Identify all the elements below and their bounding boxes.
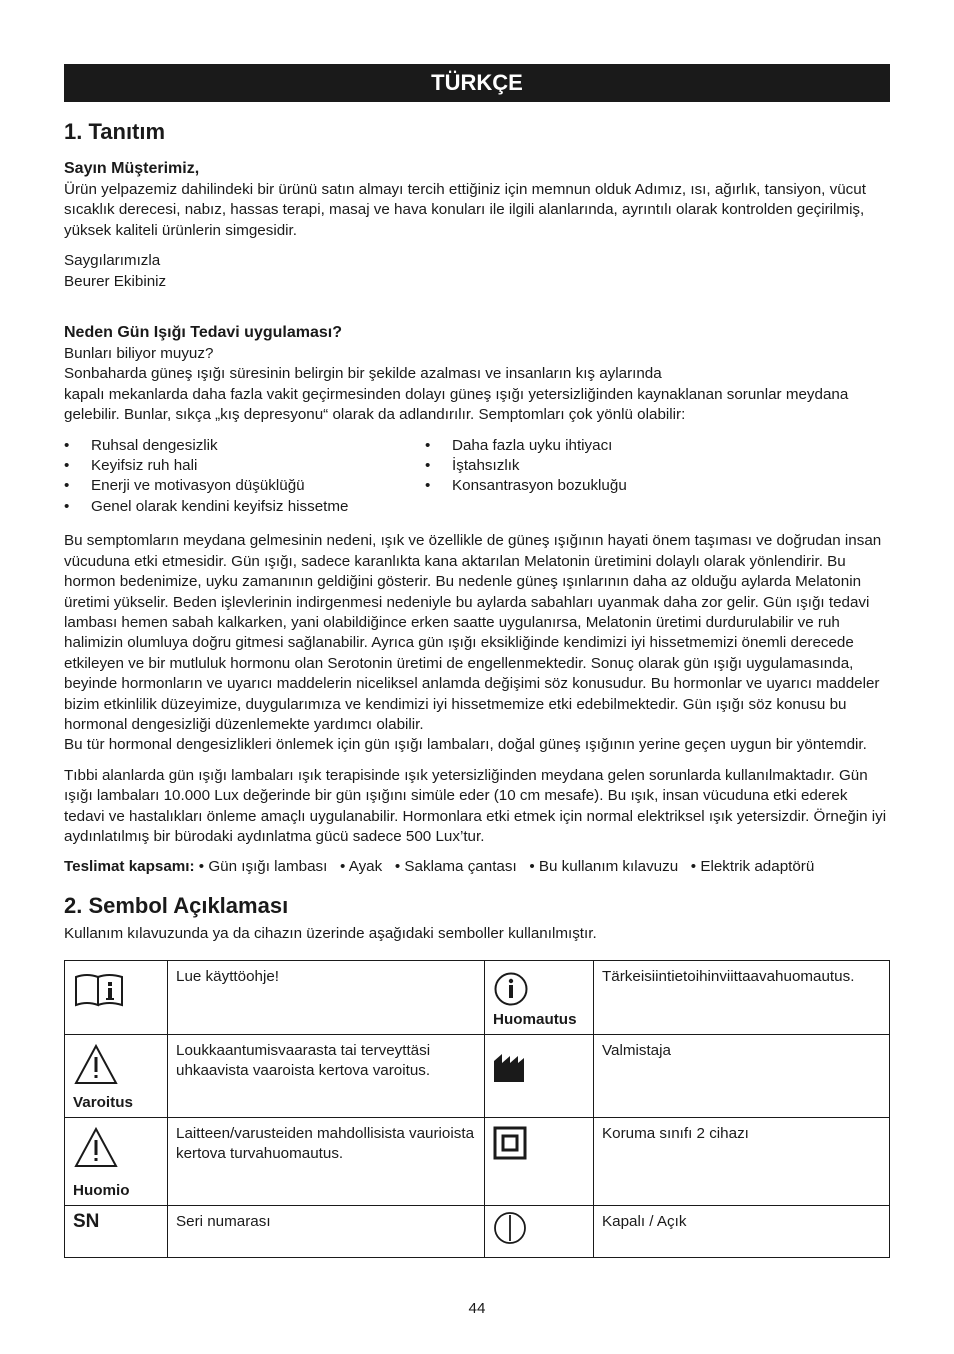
table-row — [65, 961, 890, 1035]
symptom-list-left — [64, 436, 425, 518]
serial-number-symbol: SN — [73, 1211, 100, 1233]
language-banner: TÜRKÇE — [64, 64, 890, 102]
list-item: • Keyifsiz ruh hali — [64, 456, 425, 476]
symbol-label: Huomautus — [493, 1011, 577, 1029]
symbol-label: Huomio — [73, 1182, 130, 1200]
symbol-cell — [485, 1206, 594, 1258]
intro-paragraph: Ürün yelpazemiz dahilindeki bir ürünü satın almayı tercih ettiğiniz için memnun olduk Adımız, ısı, ağırlık, tansiyon, vücut sıcaklık derecesi, nabız, hassas terapi, masaj ve hava konuları ile ilgili alanlarında, ayrıntılı olarak kontrolden geçirilmiş, yüksek kaliteli ürünlerin simgesidir. — [64, 181, 866, 239]
symbol-cell — [65, 1035, 168, 1118]
symbol-cell — [65, 1118, 168, 1206]
section-2-title: 2. Sembol Açıklaması — [64, 892, 289, 918]
symbol-cell — [485, 961, 594, 1035]
delivery-items: • Gün ışığı lambası • Ayak • Saklama çantası • Bu kullanım kılavuzu • Elektrik adaptörü — [198, 858, 815, 876]
symbol-description: Koruma sınıfı 2 cihazı — [594, 1118, 890, 1206]
list-item: • Konsantrasyon bozukluğu — [425, 476, 890, 496]
symbol-description: Loukkaantumisvaarasta tai terveyttäsi uhkaavista vaaroista kertova varoitus. — [168, 1035, 485, 1118]
regards-line: Saygılarımızla — [64, 252, 161, 270]
page-number: 44 — [468, 1300, 486, 1317]
symbol-table — [64, 960, 890, 1258]
lamp-method-paragraph: Bu tür hormonal dengesizlikleri önlemek için gün ışığı lambaları, doğal güneş ışığının yerine geçen uygun bir yöntemdir. — [64, 736, 867, 754]
symbol-description: Laitteen/varusteiden mahdollisista vaurioista kertova turvahuomautus. — [168, 1118, 485, 1206]
greeting-heading: Sayın Müşterimiz, — [64, 160, 200, 177]
manual-book-icon — [73, 971, 125, 1009]
list-item: • Enerji ve motivasyon düşüklüğü — [64, 476, 425, 496]
symbol-description: Seri numarası — [168, 1206, 485, 1258]
symptom-list — [64, 436, 890, 518]
symbol-description: Lue käyttöohje! — [168, 961, 485, 1035]
manufacturer-factory-icon — [493, 1051, 525, 1083]
symbol-cell — [485, 1118, 594, 1206]
list-item: • İştahsızlık — [425, 456, 890, 476]
info-circle-icon — [493, 971, 529, 1007]
document-page — [64, 64, 890, 1317]
warning-triangle-icon — [73, 1126, 119, 1170]
why-paragraph: Bunları biliyor muyuz? Sonbaharda güneş ışığı süresinin belirgin bir şekilde azalması ve insanların kış aylarında kapalı mekanlarda daha fazla vakit geçirmesinden dolayı güneş ışığı yetersizliğinden kaynaklanan sorunlar meydana gelebilir. Bunlar, sıkça „kış depresyonu“ olarak da adlandırılır. Semptomları çok yönlü olabilir: — [64, 345, 849, 424]
explanation-paragraph: Bu semptomların meydana gelmesinin nedeni, ışık ve özellikle de güneş ışığının hayati önem taşıması ve doğrudan insan vücuduna etki etmesidir. Gün ışığı, sadece karanlıkta kana aktarılan Melatonin üretimini dolaylı olarak yönlendirir. Bu hormon bedenimize, uyku zamanının geldiğini gösterir. Bu nedenle güneş ışınlarının daha az olduğu aylarda Melatonin üretimi yükselir. Beden işlevlerinin indirgenmesi nedeniyle bu aylarda sabahları uyanmak daha zor gelir. Gün ışığı tedavi lambası hemen sabah kalkarken, yani olabildiğince erken saatte uygulanırsa, Melatonin üretimi durdurulabilir ve ruh halimizin olumluya doğru gitmesi sağlanabilir. Ayrıca gün ışığı eksikliğinde kendimizi iyi hissetmemizi önemli derecede etkileyen ve bir mutluluk hormonu olan Serotonin üretimi de engellenmektedir. Sonuç olarak gün ışığı uygulamasında, beyinde hormonların ve uyarıcı maddelerin niceliksel anlamda değişimi söz konusudur. Bu hormonlar ve uyarıcı maddeler bizim etkinlilik düzeyimize, duygularımıza ve kendimizi iyi hissetmemize etki edebilmektedir. Gün ışığı söz konusu bu hormonal dengesizliği düzenlemekte yardımcı olabilir. — [64, 532, 882, 733]
on-off-switch-icon — [493, 1211, 527, 1245]
table-row — [65, 1035, 890, 1118]
table-row — [65, 1118, 890, 1206]
symbol-description: Tärkeisiintietoihinviittaavahuomautus. — [594, 961, 890, 1035]
medical-paragraph: Tıbbi alanlarda gün ışığı lambaları ışık terapisinde ışık yetersizliğinden meydana gelen sorunlarda kullanılmaktadır. Gün ışığı lambaları 10.000 Lux değerinde bir gün ışığını simüle eder (10 cm mesafe). Bu ışık, insan vücuduna etki ederek tedavi ve hastalıkları önleme amaçlı uygulanabilir. Hormonlara etki etmek için normal elektriksel ışık yetersizdir. Örneğin iyi aydınlatılmış bir bürodaki aydınlatma gücü sadece 500 Lux’tur. — [64, 766, 887, 845]
delivery-scope — [64, 857, 890, 877]
team-line: Beurer Ekibiniz — [64, 272, 167, 290]
section-2-intro: Kullanım kılavuzunda ya da cihazın üzerinde aşağıdaki semboller kullanılmıştır. — [64, 924, 597, 942]
symbol-description: Kapalı / Açık — [594, 1206, 890, 1258]
symbol-cell — [65, 961, 168, 1035]
warning-triangle-icon — [73, 1043, 119, 1087]
table-row — [65, 1206, 890, 1258]
why-heading: Neden Gün Işığı Tedavi uygulaması? — [64, 324, 342, 342]
section-1-title: 1. Tanıtım — [64, 119, 166, 144]
symptom-list-right — [425, 436, 890, 518]
list-item: • Ruhsal dengesizlik — [64, 436, 425, 456]
list-item: • Genel olarak kendini keyifsiz hissetme — [64, 497, 425, 517]
protection-class-2-icon — [493, 1126, 527, 1160]
symbol-cell — [485, 1035, 594, 1118]
symbol-description: Valmistaja — [594, 1035, 890, 1118]
list-item: • Daha fazla uyku ihtiyacı — [425, 436, 890, 456]
delivery-label: Teslimat kapsamı: — [64, 858, 195, 876]
symbol-label: Varoitus — [73, 1094, 133, 1112]
symbol-cell — [65, 1206, 168, 1258]
